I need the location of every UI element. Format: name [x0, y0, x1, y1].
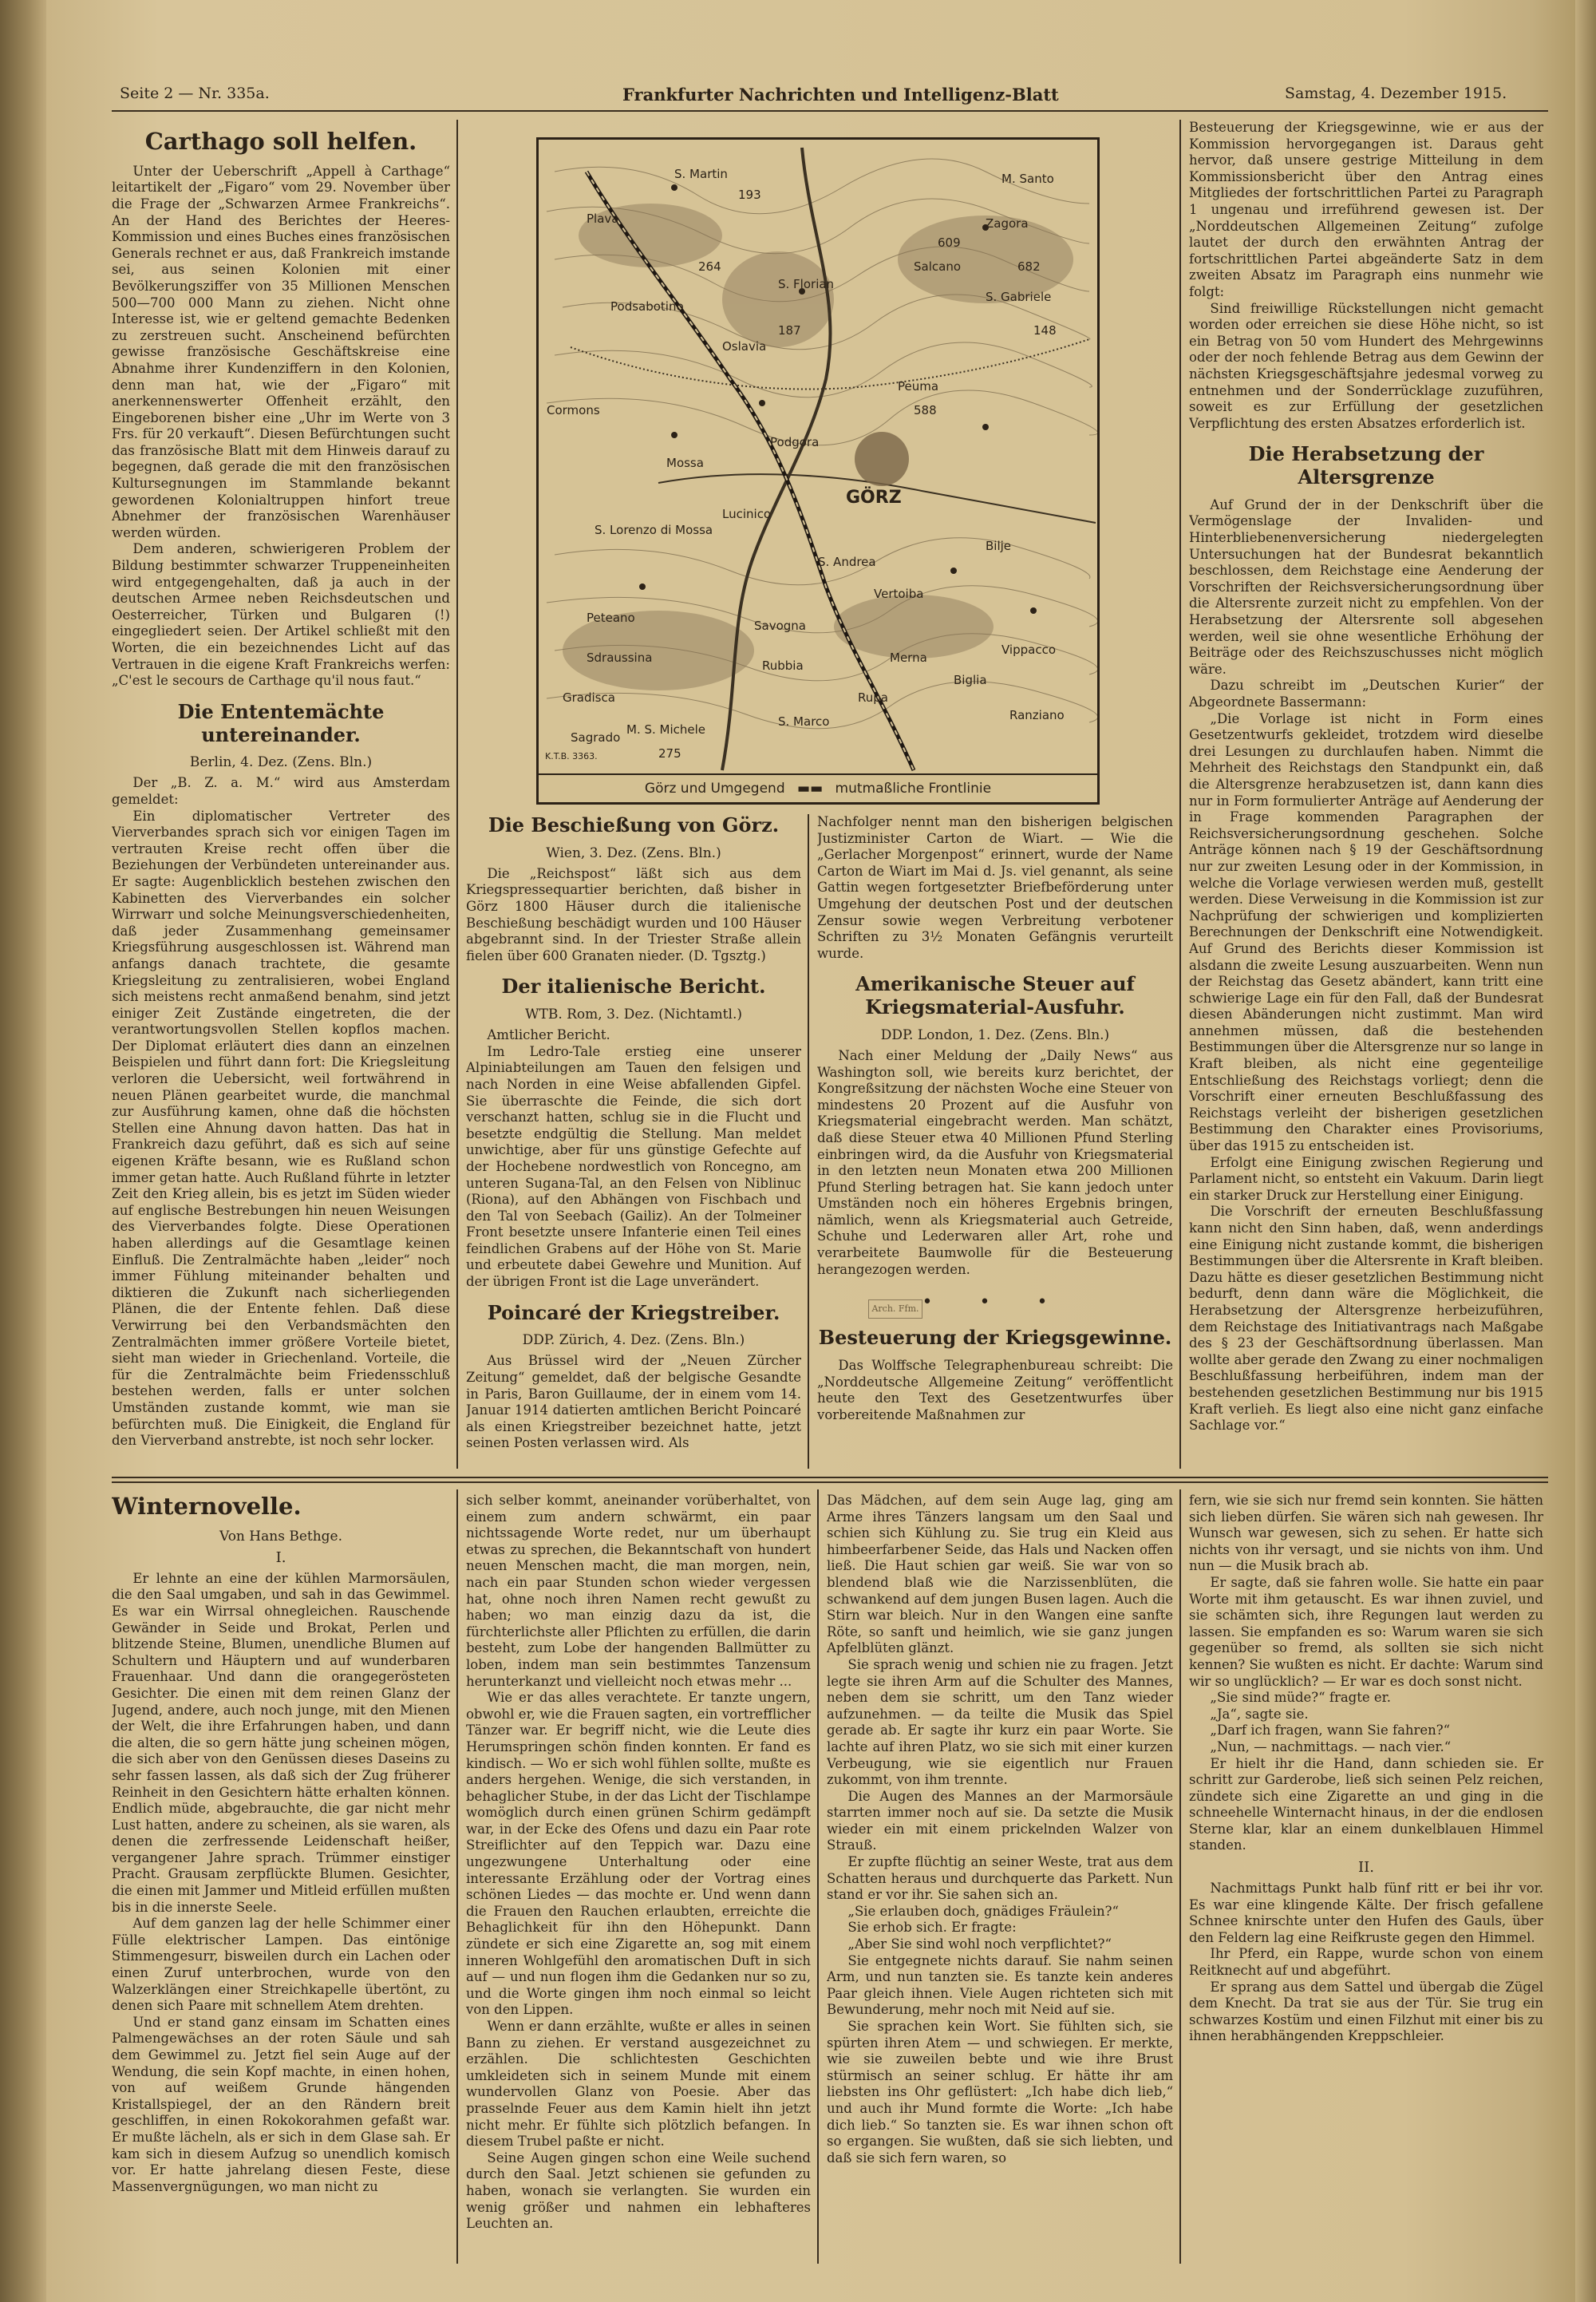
novelle-paragraph: fern, wie sie sich nur fremd sein konnten. Sie hätten sich lieben dürfen. Sie wären sich nah gewesen. Ihr Wunsch war gewesen, sich zu sehen. Er hatte sich nichts von ihr versagt, und sie nichts von ihm. Und nun — die Musik brach ab. — [1189, 1493, 1543, 1574]
section-separator: • • • — [922, 1292, 1069, 1313]
map-label: Podsabotino — [610, 299, 684, 314]
novelle-paragraph: Auf dem ganzen lag der helle Schimmer einer Fülle elektrischer Lampen. Das eintönige Stimmengesurr, bisweilen durch ein Lachen oder einen Zuruf unterbrochen, wurde von den Walzerklängen einer Streichkapelle übertönt, zu denen sich Paare mit schnellem Atem drehten. — [112, 1916, 450, 2014]
map-label: Plava — [587, 212, 619, 226]
article-paragraph: Das Wolffsche Telegraphenbureau schreibt: Die „Norddeutsche Allgemeine Zeitung“ veröffentlicht heute den Text des Gesetzentwurfes über vorbereitende Maßnahmen zur — [817, 1358, 1173, 1422]
book-binding — [0, 0, 46, 2302]
map-label: S. Marco — [778, 714, 830, 729]
map-label: S. Martin — [674, 167, 728, 181]
map-label: Sdraussina — [587, 651, 653, 665]
law-quote: Sind freiwillige Rückstellungen nicht gemacht worden oder erreichen sie diese Höhe nicht, so ist ein Betrag von 50 vom Hundert des Mehrgewinns oder der noch fehlende Betrag aus dem Gewinn der nächsten Kriegsgeschäftsjahre jedesmal vorweg zu entnehmen und der Sonderrücklage zuzuführen, soweit es zur Erfüllung der gesetzlichen Verpflichtung des ersten Absatzes erforderlich ist. — [1189, 300, 1543, 431]
novelle-paragraph: Sie erhob sich. Er fragte: — [847, 1920, 1017, 1936]
novelle-column-2 — [466, 1493, 811, 2259]
article-title: Besteuerung der Kriegsgewinne. — [818, 1326, 1172, 1350]
article-paragraph: Dem anderen, schwierigeren Problem der Bildung bestimmter schwarzer Truppeneinheiten wird entgegengehalten, daß ja auch in der deutschen Armee neben Reichsdeutschen und Oesterreicher, Türken und Bulgaren (!) eingegliedert seien. Der Artikel schließt mit den Worten, die ein bezeichnendes Licht auf das Vertrauen in die eigene Kraft Frankreichs werfen: „C'est le secours de Carthage qu'il nous faut.“ — [112, 541, 450, 689]
novelle-paragraph: Er sagte, daß sie fahren wolle. Sie hatte ein paar Worte mit ihm getauscht. Es war ihnen zuviel, und sie schämten sich, ihre Regungen laut werden zu lassen. Sie empfanden es so: Warum waren sie sich gegenüber so fremd, als sollten sie sich nicht kennen? Sie wußten es nicht. Er dachte: Warum sind wir so unglücklich? — Er war es doch sonst nicht. — [1189, 1574, 1543, 1689]
article-paragraph: Nach einer Meldung der „Daily News“ aus Washington soll, wie bereits kurz berichtet, der Kongreßsitzung der nächsten Woche eine Steuer von mindestens 20 Prozent auf die Ausfuhr von Kriegsmaterial eingebracht werden. Man schätzt, daß diese Steuer etwa 40 Millionen Pfund Sterling einbringen wird, da die Ausfuhr von Kriegsmaterial in den letzten neun Monaten etwa 200 Millionen Pfund Sterling betragen hat. Sie kann jedoch unter Umständen noch ein höheres Ergebnis bringen, nämlich, wenn als Kriegsmaterial auch Getreide, Schuhe und Lederwaren aller Art, rohe und verarbeitete Baumwolle für die Besteuerung herangezogen werden. — [817, 1047, 1173, 1277]
map-goerz — [536, 137, 1100, 805]
article-paragraph: Aus Brüssel wird der „Neuen Zürcher Zeitung“ gemeldet, daß der belgische Gesandte in Paris, Baron Guillaume, der in einem vom 14. Januar 1914 datierten amtlichen Bericht Poincaré als einen Kriegstreiber bezeichnet hatte, jetzt seinen Posten verlassen wird. Als — [466, 1353, 801, 1451]
map-label: Lucinico — [722, 507, 772, 521]
header-rule — [112, 110, 1548, 112]
map-height: 588 — [914, 403, 937, 417]
novelle-paragraph: Und er stand ganz einsam im Schatten eines Palmengewächses an der roten Säule und sah dem Gewimmel zu. Jetzt fiel sein Auge auf der Wendung, die sein Kopf machte, in einen hohen, von auf weißem Grunde hängenden Kristallspiegel, der an den Rändern breit geschliffen, in einen Rokokorahmen gefaßt war. Er mußte lächeln, als er sich in dem Glase sah. Er kam sich in diesem Aufzug so unendlich komisch vor. Er hatte jahrelang diesen Feste, diese Massenvergnügungen, wo man nicht zu — [112, 2014, 450, 2194]
novelle-paragraph: Die Augen des Mannes an der Marmorsäule starrten immer noch auf sie. Da setzte die Musik wieder ein mit einem prickelnden Walzer von Strauß. — [827, 1788, 1173, 1853]
article-title: Der italienische Bericht. — [501, 975, 766, 999]
map-label: Rupa — [858, 690, 888, 705]
map-label: Savogna — [754, 619, 806, 633]
map-legend: mutmaßliche Frontlinie — [835, 781, 992, 797]
map-height: 275 — [658, 746, 681, 761]
map-label: S. Gabriele — [986, 290, 1052, 304]
column-divider — [817, 1489, 819, 2264]
article-paragraph: Im Ledro-Tale erstieg eine unserer Alpiniabteilungen am Tauen den felsigen und nach Norden in eine Weise abfallenden Gipfel. Sie überraschte die Feinde, die sich dort verschanzt hatten, schlug sie in die Flucht und besetzte endgültig die Stellung. Man meldet unwichtige, aber für uns günstige Gefechte auf der Hochebene nordwestlich von Roncegno, am unteren Sugana-Tal, an den Felsen von Niblinuc (Riona), auf den Abhängen von Fischbach und den Tal von Seebach (Gailiz). An der Tolmeiner Front besetzte unsere Infanterie einen Teil eines feindlichen Grabens auf der Höhe von St. Marie und erbeutete dabei Gewehre und Munition. Auf der übrigen Front ist die Lage unverändert. — [466, 1043, 801, 1290]
map-height: 148 — [1033, 323, 1057, 338]
article-paragraph: Der „B. Z. a. M.“ wird aus Amsterdam gemeldet: — [112, 775, 450, 807]
masthead: Frankfurter Nachrichten und Intelligenz-Blatt — [622, 85, 1059, 105]
column-right — [1189, 120, 1543, 1469]
page-number: Seite 2 — Nr. 335a. — [120, 85, 270, 102]
article-title: Amerikanische Steuer auf Kriegsmaterial-Ausfuhr. — [855, 972, 1135, 1019]
column-divider — [456, 120, 458, 1469]
section-rule — [112, 1481, 1548, 1483]
novelle-column-4 — [1189, 1493, 1543, 2259]
novelle-paragraph: „Nun, — nachmittags. — nach vier.“ — [1210, 1738, 1452, 1754]
novelle-paragraph: sich selber kommt, aneinander vorüberhaltet, von einem zum andern schwärmt, ein paar nichtssagende Worte redet, nur um überhaupt etwas zu sprechen, die Bekanntschaft von hundert neuen Menschen macht, die man morgen, nein, nach ein paar Stunden schon wieder vergessen hat, ohne noch ihren Namen recht gewußt zu haben; wo man einzig dazu da ist, die fürchterlichste aller Pflichten zu erfüllen, die darin besteht, zum Lobe der hangenden Ballmütter zu loben, indem man sein bestimmtes Tanzensum herunterkanzt und vielleicht noch etwas mehr ... — [466, 1493, 811, 1689]
map-label: Biglia — [954, 673, 987, 687]
map-label: S. Florian — [778, 277, 835, 291]
dateline: DDP. Zürich, 4. Dez. (Zens. Bln.) — [522, 1332, 745, 1349]
map-title: Görz und Umgegend — [644, 781, 785, 797]
novelle-paragraph: Er zupfte flüchtig an seiner Weste, trat aus dem Schatten heraus und durchquerte das Parkett. Nun stand er vor ihr. Sie sahen sich an. — [827, 1854, 1173, 1903]
novelle-paragraph: Wie er das alles verachtete. Er tanzte ungern, obwohl er, wie die Frauen sagten, ein vortrefflicher Tänzer war. Er begriff nicht, wie die Leute dies Herumspringen schön finden konnten. Er fand es kindisch. — Wo er sich wohl fühlen sollte, mußte es anders hergehen. Wenige, die sich verstanden, in behaglicher Stube, in der das Licht der Tischlampe womöglich durch einen grünen Schirm gedämpft war, in der Ecke des Ofens und dazu ein Paar rote Streiflichter auf den Teppich war. Dazu eine ungezwungene Unterhaltung oder eine interessante Erzählung oder der Vortrag eines schönen Liedes — das mochte er. Und wenn dann die Frauen den Rauchen erlaubten, erreichte die Behaglichkeit für ihn den Höhepunkt. Dann zündete er sich eine Zigarette an, sog mit einem inneren Wohlgefühl den aromatischen Duft in sich auf — und nun flogen ihm die Gedanken nur so zu, und die Worte gingen ihm noch einmal so leicht von den Lippen. — [466, 1690, 811, 2018]
map-label: Rubbia — [762, 659, 804, 673]
article-title: Poincaré der Kriegstreiber. — [487, 1300, 780, 1324]
map-height: 187 — [778, 323, 801, 338]
article-continuation: Nachfolger nennt man den bisherigen belgischen Justizminister Carton de Wiart. — Wie die „Gerlacher Morgenpost“ erinnert, wurde der Name Carton de Wiart im Mai d. Js. viel genannt, als seine Gattin wegen fortgesetzter Briefbeförderung unter Umgehung der deutschen Post und der deutschen Zensur sowie wegen Verbreitung verbotener Schriften zu 3½ Monaten Gefängnis verurteilt wurde. — [817, 814, 1173, 961]
map-label: Vertoiba — [874, 587, 924, 601]
map-label: Merna — [890, 651, 927, 665]
novelle-column-1 — [112, 1493, 450, 2259]
page-edge — [1575, 0, 1596, 2302]
article-title: Carthago soll helfen. — [144, 128, 417, 155]
novelle-paragraph: „Sie sind müde?“ fragte er. — [1210, 1690, 1391, 1706]
novelle-paragraph: Wenn er dann erzählte, wußte er alles in seinen Bann zu ziehen. Er verstand ausgezeichnet zu erzählen. Die schlichtesten Geschichten umkleideten sich in seinem Munde mit einem wundervollen Glanz von Poesie. Aber das prasselnde Feuer aus dem Kamin hielt ihn jetzt nicht mehr. Er fühlte sich plötzlich befangen. In diesem Trubel paßte er nicht. — [466, 2019, 811, 2150]
map-label: Gradisca — [563, 690, 615, 705]
map-label: M. S. Michele — [626, 722, 706, 737]
dateline: Wien, 3. Dez. (Zens. Bln.) — [546, 844, 721, 861]
article-paragraph: Dazu schreibt im „Deutschen Kurier“ der Abgeordnete Bassermann: — [1189, 678, 1543, 710]
map-caption — [539, 773, 1097, 802]
column-left — [112, 128, 450, 1469]
column-divider — [808, 814, 809, 1469]
map-label: Zagora — [986, 216, 1029, 231]
map-label: Peuma — [898, 379, 939, 394]
front-line-key: ▬▬ — [797, 781, 824, 797]
novelle-paragraph: Sie sprachen kein Wort. Sie fühlten sich, sie spürten ihren Atem — und schwiegen. Er merkte, wie sie zuweilen bebte und wie ihre Brust stürmisch an seiner schlug. Er hätte ihr am liebsten ins Ohr geflüstert: „Ich habe dich lieb,“ und auch ihr Mund formte die Worte: „Ich habe dich lieb.“ So tanzten sie. Es war ihnen schon oft so ergangen. Sie wußten, daß sie sich liebten, und daß sie sich fern waren, so — [827, 2019, 1173, 2166]
map-label: S. Lorenzo di Mossa — [595, 523, 713, 537]
novelle-paragraph: „Darf ich fragen, wann Sie fahren?“ — [1210, 1723, 1451, 1738]
map-label: Vippacco — [1001, 643, 1057, 657]
novelle-paragraph: „Sie erlauben doch, gnädiges Fräulein?“ — [847, 1903, 1119, 1919]
article-paragraph: „Die Vorlage ist nicht in Form eines Gesetzentwurfs gekleidet, trotzdem wird dieselbe drei Lesungen zu durchlaufen haben. Nimmt die Mehrheit des Reichstags den Standpunkt ein, daß die Altersgrenze herabzusetzen ist, dann kann dies nur in Form formulierter Anträge auf Aenderung der in Frage kommenden Paragraphen der Reichsversicherungsordnung geschehen. Solche Anträge können nach § 19 der Geschäftsordnung nur zur zweiten Lesung oder in der Kommission, in welche die Vorlage verwiesen werden muß, gestellt werden. Diese Verweisung in die Kommission ist zur Nachprüfung der schwierigen und komplizierten Berechnungen der Denkschrift eine Notwendigkeit. Auf Grund des Berichts dieser Kommission ist alsdann die zweite Lesung auszuarbeiten. Wenn nun der Reichstag das Gesetz abändert, kann tritt eine schwierige Lage ein für den Fall, daß der Bundesrat diesen Abänderungen nicht zustimmt. Man wird annehmen müssen, daß die bestehenden Bestimmungen über die Altersgrenze nur so lange in Kraft bleiben, als nicht eine gegenteilige Entschließung des Reichstags vorliegt; denn die Vorschrift einer erneuten Beschlußfassung des Reichstags verleiht der bisherigen gesetzlichen Bestimmung den Charakter eines Provisoriums, über das 1915 zu entscheiden ist. — [1189, 710, 1543, 1154]
column-divider — [1179, 1489, 1181, 2264]
novelle-paragraph: Seine Augen gingen schon eine Weile suchend durch den Saal. Jetzt schienen sie gefunden zu haben, wonach sie verlangten. Sie wurden ein wenig größer und nahmen ein lebhafteres Leuchten an. — [466, 2150, 811, 2232]
author-byline: Von Hans Bethge. — [219, 1528, 343, 1545]
article-title: Die Beschießung von Görz. — [488, 814, 780, 837]
map-label: M. Santo — [1001, 172, 1054, 186]
map-label: Mossa — [666, 456, 704, 470]
column-center-left — [466, 814, 801, 1469]
map-label: Sagrado — [571, 730, 621, 745]
novelle-column-3 — [827, 1493, 1173, 2259]
article-paragraph: Auf Grund der in der Denkschrift über die Vermögenslage der Invaliden- und Hinterbliebenenversicherung niedergelegten Untersuchungen hat der Bundesrat bekanntlich beschlossen, dem Reichstage eine Aenderung der Vorschriften der Reichsversicherungsordnung über die Altersrente zurzeit nicht zu empfehlen. Von der Herabsetzung der Altersrente soll abgesehen werden, weil sie ohne wesentliche Erhöhung der Beiträge oder des Reichszuschusses nicht möglich wäre. — [1189, 496, 1543, 677]
map-height: 193 — [738, 188, 761, 202]
archive-stamp: Arch. Ffm. — [868, 1299, 922, 1319]
map-height: 682 — [1017, 259, 1041, 274]
novelle-paragraph: Nachmittags Punkt halb fünf ritt er bei ihr vor. Es war eine klingende Kälte. Der frisch gefallene Schnee knirschte unter den Hufen des Gauls, über den Feldern lag eine Reifkruste gegen den Himmel. — [1189, 1881, 1543, 1945]
novelle-paragraph: Das Mädchen, auf dem sein Auge lag, ging am Arme ihres Tänzers langsam um den Saal und schien sich Kühlung zu. Sie trug ein Kleid aus himbeerfarbener Seide, das Hals und Nacken offen ließ. Die Haut schien gar weiß. Sie war von so blendend blaß wie die Narzissenblüten, die schwankend auf dem jungen Busen lagen. Auch die Stirn war bleich. Nur in den Wangen eine sanfte Röte, so sanft und heimlich, wie sie ganz jungen Apfelblüten glänzt. — [827, 1493, 1173, 1656]
map-label: Salcano — [914, 259, 962, 274]
map-label: Ranziano — [1009, 708, 1065, 722]
article-paragraph: Unter der Ueberschrift „Appell à Carthage“ leitartikelt der „Figaro“ vom 29. November über die Frage der „Schwarzen Armee Frankreichs“. An der Hand des Berichtes der Heeres-Kommission und eines Buches eines französischen Generals rechnet er aus, daß Frankreich imstande sei, aus seinen Kolonien mit einer Bevölkerungsziffer von 35 Millionen Menschen 500—700 000 Mann zu ziehen. Nicht ohne Interesse ist, wie er geltend gemachte Bedenken zu zerstreuen sucht. Anscheinend befürchten gewisse französische Geschäftskreise eine Abnahme ihrer Kundenziffern in den Kolonien, denn man hat, wie der „Figaro“ mit anerkennenswerter Offenheit erzählt, den Eingeborenen bisher eine „Uhr im Werte von 3 Frs. für 20 verkauft“. Diesen Befürchtungen sucht das französische Blatt mit dem Hinweis darauf zu begegnen, daß gerade die mit den französischen Kultursegnungen im Stammlande bekannt gewordenen Kolonialtruppen hinfort treue Abnehmer der französischen Warenhäuser werden würden. — [112, 163, 450, 540]
map-credit: K.T.B. 3363. — [545, 751, 598, 761]
chapter-number: II. — [1358, 1859, 1374, 1877]
article-continuation: Besteuerung der Kriegsgewinne, wie er aus der Kommission hervorgegangen ist. Daraus geht hervor, daß unsere gestrige Mitteilung in dem Kommissionsbericht über den Antrag eines Mitgliedes der fortschrittlichen Partei zu Paragraph 1 ungenau und irreführend gewesen ist. Der „Norddeutschen Allgemeinen Zeitung“ zufolge lautet der durch den erwähnten Antrag der fortschrittlichen Partei abgeänderte Satz in dem zweiten Absatz im Paragraph eins nunmehr wie folgt: — [1189, 120, 1543, 299]
article-paragraph: Amtlicher Bericht. — [487, 1027, 610, 1043]
article-paragraph: Die Vorschrift der erneuten Beschlußfassung kann nicht den Sinn haben, daß, wenn anderdings eine Einigung nicht zustande kommt, die bisherigen Bestimmungen über die Altersrente in Kraft bleiben. Dazu hätte es dieser gesetzlichen Bestimmung nicht bedurft, denn dann wäre die Möglichkeit, die Herabsetzung der Altersgrenze herbeizuführen, dem Reichstage des Initiativantrags nach Maßgabe des § 23 der Geschäftsordnung überlassen. Man wollte aber gerade den Zwang zu einer nochmaligen Beschlußfassung herbeiführen, indem man der bestehenden gesetzlichen Bestimmung nur bis 1915 Kraft verlieh. Es liegt also eine nicht ganz einfache Sachlage vor.“ — [1189, 1204, 1543, 1434]
column-divider — [1179, 120, 1181, 1469]
map-drawing — [539, 140, 1097, 775]
novelle-paragraph: „Aber Sie sind wohl noch verpflichtet?“ — [847, 1936, 1112, 1952]
map-label: Bilje — [986, 539, 1012, 553]
article-title: Die Ententemächte untereinander. — [177, 699, 385, 746]
column-center-right — [817, 814, 1173, 1469]
novelle-paragraph: Sie entgegnete nichts darauf. Sie nahm seinen Arm, und nun tanzten sie. Es tanzte kein anderes Paar gleich ihnen. Viele Augen richteten sich mit Bewunderung, mehr noch mit Neid auf sie. — [827, 1952, 1173, 2018]
chapter-number: I. — [275, 1549, 286, 1566]
novelle-paragraph: Sie sprach wenig und schien nie zu fragen. Jetzt legte sie ihren Arm auf die Schulter des Mannes, neben dem sie schritt, um den Tanz wieder aufzunehmen. — da teilte die Musik das Spiel gerade ab. Er sagte ihr kurz ein paar Worte. Sie lachte auf ihren Platz, wo sie sich mit einer kurzen Verbeugung, wie sie eigentlich nur Frauen zukommt, von ihm trennte. — [827, 1656, 1173, 1788]
map-height: 609 — [938, 235, 961, 250]
feuilleton-title: Winternovelle. — [112, 1493, 302, 1520]
map-height: 264 — [698, 259, 721, 274]
novelle-paragraph: Er sprang aus dem Sattel und übergab die Zügel dem Knecht. Da trat sie aus der Tür. Sie trug ein schwarzes Kostüm und einen Filzhut mit einer bis zu ihnen herabhängenden Kreppschleier. — [1189, 1979, 1543, 2044]
dateline: Berlin, 4. Dez. (Zens. Bln.) — [189, 754, 373, 771]
issue-date: Samstag, 4. Dezember 1915. — [1285, 85, 1507, 102]
novelle-paragraph: Ihr Pferd, ein Rappe, wurde schon von einem Reitknecht auf und abgeführt. — [1189, 1946, 1543, 1979]
article-paragraph: Erfolgt eine Einigung zwischen Regierung und Parlament nicht, so entsteht ein Vakuum. Darin liegt ein starker Druck zur Herstellung einer Einigung. — [1189, 1154, 1543, 1203]
map-label: S. Andrea — [818, 555, 876, 569]
dateline: WTB. Rom, 3. Dez. (Nichtamtl.) — [525, 1007, 742, 1023]
column-divider — [456, 1489, 458, 2264]
novelle-paragraph: „Ja“, sagte sie. — [1210, 1706, 1309, 1722]
map-label: Cormons — [547, 403, 600, 417]
map-label: Peteano — [587, 611, 635, 625]
article-title: Die Herabsetzung der Altersgrenze — [1248, 442, 1484, 489]
article-paragraph: Ein diplomatischer Vertreter des Vierverbandes sprach sich vor einigen Tagen im vertrauten Kreise recht offen über die Beziehungen der Verbündeten untereinander aus. Er sagte: Augenblicklich bestehen zwischen den Kabinetten des Vierverbandes ein solcher Wirrwarr und solche Meinungsverschiedenheiten, daß jeder Zusammenhang gemeinsamer Kriegsführung ausgeschlossen ist. Während man anfangs danach trachtete, die gesamte Kriegsleitung zu zentralisieren, wobei England sich meistens recht anmaßend benahm, sind jetzt einiger Zeit Zustände eingetreten, die der verantwortungsvollen Stellen kopflos machen. Der Diplomat erläutert dies dann an einzelnen Beispielen und führt dann fort: Die Kriegsleitung verloren die Uebersicht, weil fortwährend in neuen Plänen gearbeitet wurde, die manchmal zur Ausführung kamen, ohne daß die höchsten Stellen eine Ahnung davon hatten. Das hat in Frankreich dazu geführt, daß es sich auf seine eigenen Kräfte besann, wie es Rußland schon immer getan hatte. Auch Rußland führte in letzter Zeit den Krieg allein, bis es jetzt im Süden wieder auf englische Bestrebungen hin neuen Weisungen des Vierverbandes folgte. Diese Operationen haben allerdings auf die Gesamtlage keinen Einfluß. Die Zentralmächte haben „leider“ noch immer Fühlung miteinander behalten und diktieren die Zukunft nach sicherliegenden Plänen, die der Entente fehlen. Daß diese Verwirrung bei den Verbandsmächten den Zentralmächten immer größere Vorteile bietet, sieht man wieder in Griechenland. Vorteile, die für die Zentralmächte beim Friedensschluß bestehen werden, falls er unter solchen Umständen zustande kommt, wie man sie befürchten muß. Die Einigkeit, die England für den Vierverband anstrebte, ist noch sehr locker. — [112, 808, 450, 1449]
novelle-paragraph: Er hielt ihr die Hand, dann schieden sie. Er schritt zur Garderobe, ließ sich seinen Pelz reichen, zündete sich eine Zigarette an und ging in die schneehelle Winternacht hinaus, in der die endlosen Sterne klar, klar an einem dunkelblauen Himmel standen. — [1189, 1755, 1543, 1853]
dateline: DDP. London, 1. Dez. (Zens. Bln.) — [880, 1026, 1110, 1043]
city-marker — [855, 432, 909, 486]
map-label: Oslavia — [722, 339, 767, 354]
map-label: Podgora — [770, 435, 820, 449]
map-city-label: GÖRZ — [846, 488, 902, 508]
novelle-paragraph: Er lehnte an eine der kühlen Marmorsäulen, die den Saal umgaben, und sah in das Gewimmel. Es war ein Wirrsal ohnegleichen. Rauschende Gewänder in Seide und Brokat, Perlen und blitzende Steine, Blumen, unendliche Blumen auf Schultern und Häuptern und auf wunderbaren Frauenhaar. Und dann die orangegerösteten Gesichter. Die einen mit dem reinen Glanz der Jugend, andere, auch noch junge, mit den Mienen der Welt, die ihre Erfahrungen haben, und dann die alten, die so gern hätte jung scheinen mögen, die sich aber von den Genüssen dieses Daseins zu sehr fassen lassen, als daß sich der Zug früherer Reinheit in den Gesichtern hätte erhalten können. Endlich müde, abgebrauchte, die gar nicht mehr Lust hatten, andere zu scheinen, als sie waren, als denen die zerfressende Leidenschaft heißer, vergangener Jahre sprach. Trümmer einstiger Pracht. Grausam zerpflückte Blumen. Gesichter, die einen mit Jammer und Mitleid erfüllen mußten bis in die innerste Seele. — [112, 1570, 450, 1915]
section-rule — [112, 1477, 1548, 1478]
article-paragraph: Die „Reichspost“ läßt sich aus dem Kriegspressequartier berichten, daß bisher in Görz 1800 Häuser durch die italienische Beschießung beschädigt wurden und 100 Häuser abgebrannt sind. In der Triester Straße allein fielen über 600 Granaten nieder. (D. Tgsztg.) — [466, 865, 801, 963]
